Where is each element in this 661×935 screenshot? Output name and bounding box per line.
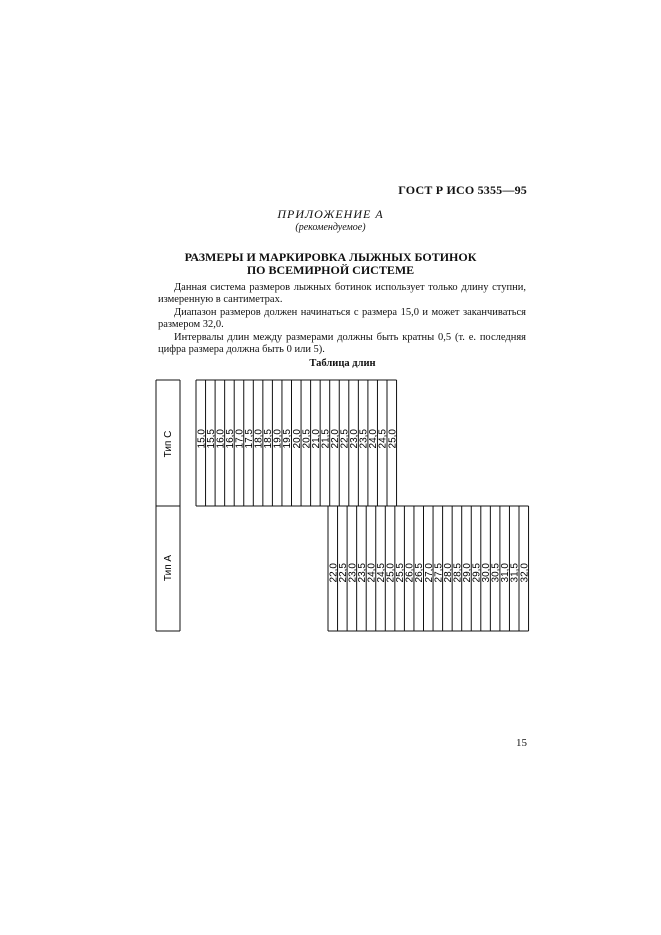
size-label-type-c: 16,0 <box>215 429 227 449</box>
size-label-type-c: 25,0 <box>387 429 399 449</box>
size-label-type-c: 22,0 <box>329 429 341 449</box>
size-label-type-c: 17,5 <box>244 429 256 449</box>
heading-line-1: РАЗМЕРЫ И МАРКИРОВКА ЛЫЖНЫХ БОТИНОК <box>184 250 477 264</box>
size-label-type-c: 19,0 <box>272 429 284 449</box>
row-label-type-a: Тип А <box>163 554 174 582</box>
standard-designation: ГОСТ Р ИСО 5355—95 <box>398 183 527 197</box>
paragraph-1-text: Данная система размеров лыжных ботинок использует только длину ступни, измеренную в сантиметрах. <box>158 282 526 305</box>
size-label-type-c: 17,0 <box>234 429 246 449</box>
table-title: Таблица длин <box>309 358 376 369</box>
size-label-type-c: 20,0 <box>291 429 303 449</box>
type-a-sizes <box>328 563 530 583</box>
page-number: 15 <box>516 737 527 749</box>
size-label-type-a: 29,0 <box>461 563 473 583</box>
size-label-type-a: 25,0 <box>385 563 397 583</box>
annex-title: ПРИЛОЖЕНИЕ А <box>277 207 384 221</box>
size-label-type-c: 23,0 <box>349 429 361 449</box>
size-label-type-a: 31,5 <box>509 563 521 583</box>
paragraph-2-text: Диапазон размеров должен начинаться с размера 15,0 и может заканчиваться размером 32,0. <box>158 307 526 330</box>
size-label-type-c: 16,5 <box>224 429 236 449</box>
size-label-type-a: 31,0 <box>500 563 512 583</box>
size-label-type-a: 22,0 <box>328 563 340 583</box>
size-label-type-c: 21,5 <box>320 429 332 449</box>
size-label-type-c: 18,5 <box>263 429 275 449</box>
size-label-type-a: 24,5 <box>376 563 388 583</box>
size-label-type-a: 27,0 <box>423 563 435 583</box>
size-label-type-a: 30,5 <box>490 563 502 583</box>
size-label-type-a: 28,0 <box>442 563 454 583</box>
table-grid <box>156 380 529 631</box>
size-label-type-a: 29,5 <box>471 563 483 583</box>
size-label-type-a: 26,0 <box>404 563 416 583</box>
size-label-type-a: 23,0 <box>347 563 359 583</box>
size-label-type-a: 25,5 <box>395 563 407 583</box>
size-label-type-c: 18,0 <box>253 429 265 449</box>
size-label-type-a: 26,5 <box>414 563 426 583</box>
annex-subtitle: (рекомендуемое) <box>295 222 366 233</box>
size-label-type-c: 24,0 <box>368 429 380 449</box>
size-label-type-c: 15,5 <box>205 429 217 449</box>
size-label-type-c: 23,5 <box>358 429 370 449</box>
size-label-type-a: 32,0 <box>519 563 531 583</box>
size-label-type-c: 21,0 <box>310 429 322 449</box>
size-label-type-c: 22,5 <box>339 429 351 449</box>
size-label-type-a: 24,0 <box>366 563 378 583</box>
size-label-type-a: 22,5 <box>337 563 349 583</box>
size-label-type-a: 23,5 <box>356 563 368 583</box>
size-label-type-a: 27,5 <box>433 563 445 583</box>
paragraph-3-text: Интервалы длин между размерами должны быть кратны 0,5 (т. е. последняя цифра размера должна быть 0 или 5). <box>158 332 526 355</box>
size-label-type-c: 19,5 <box>282 429 294 449</box>
heading-line-2: ПО ВСЕМИРНОЙ СИСТЕМЕ <box>246 263 415 277</box>
row-label-type-c: Тип С <box>163 430 174 458</box>
type-c-sizes <box>196 429 398 449</box>
size-label-type-c: 15,0 <box>196 429 208 449</box>
size-label-type-a: 30,0 <box>481 563 493 583</box>
size-label-type-c: 20,5 <box>301 429 313 449</box>
size-label-type-c: 24,5 <box>377 429 389 449</box>
size-label-type-a: 28,5 <box>452 563 464 583</box>
